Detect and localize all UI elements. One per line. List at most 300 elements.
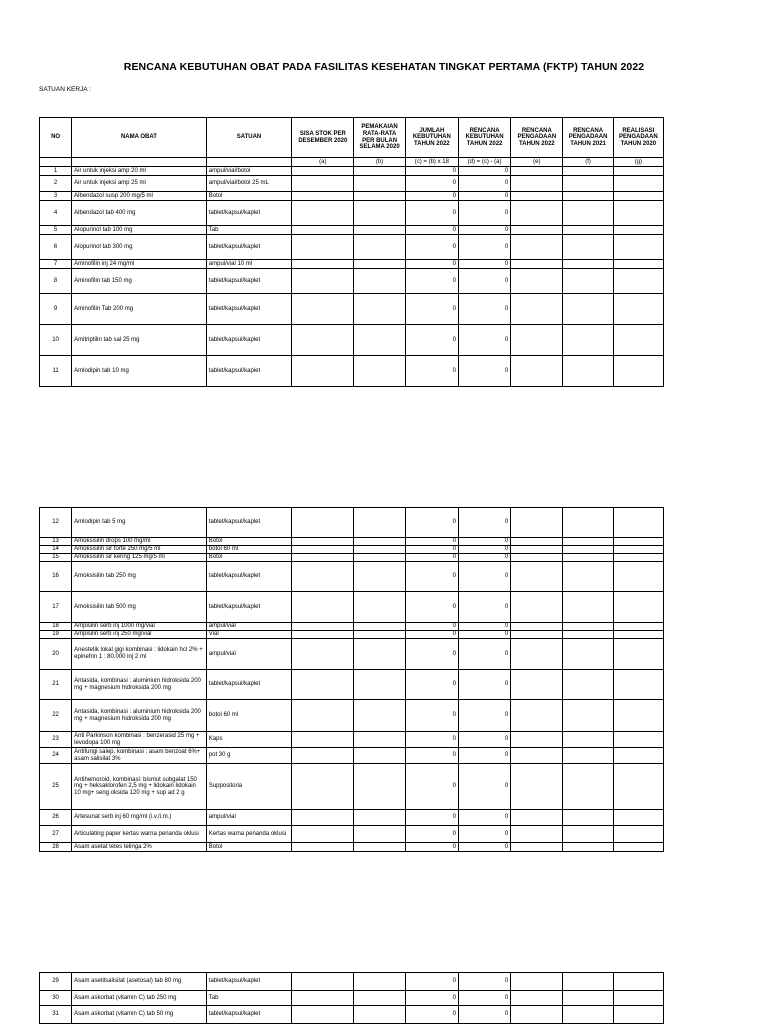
cell-satuan: botol 60 ml xyxy=(206,546,291,554)
cell-no: 20 xyxy=(40,639,72,670)
cell-realisasi-pengadaan xyxy=(613,826,663,843)
cell-nama-obat: Asam askorbat (vitamin C) tab 250 mg xyxy=(72,991,207,1006)
table-row xyxy=(40,201,664,226)
cell-no: 22 xyxy=(40,700,72,732)
cell-rencana-kebutuhan: 0 xyxy=(458,167,510,176)
cell-rencana-kebutuhan: 0 xyxy=(458,538,510,546)
cell-nama-obat: Antifungi salep, kombinasi : asam benzoat 6%+ asam salisilat 3% xyxy=(72,748,207,764)
cell-pemakaian xyxy=(354,700,405,732)
cell-rencana-kebutuhan: 0 xyxy=(458,176,510,192)
cell-realisasi-pengadaan xyxy=(613,176,663,192)
cell-rencana-pengadaan-2021 xyxy=(563,226,613,235)
table-row xyxy=(40,546,664,554)
cell-jumlah-kebutuhan: 0 xyxy=(405,973,458,991)
cell-satuan: ampul/vial xyxy=(206,639,291,670)
cell-rencana-kebutuhan: 0 xyxy=(458,1006,510,1024)
page-title: RENCANA KEBUTUHAN OBAT PADA FASILITAS KESEHATAN TINGKAT PERTAMA (FKTP) TAHUN 2022 xyxy=(123,61,645,73)
cell-realisasi-pengadaan xyxy=(613,508,663,538)
cell-pemakaian xyxy=(354,810,405,826)
cell-nama-obat: Alopurinol tab 300 mg xyxy=(72,235,207,260)
cell-rencana-pengadaan-2022 xyxy=(511,538,563,546)
cell-no: 15 xyxy=(40,554,72,562)
cell-rencana-pengadaan-2022 xyxy=(511,670,563,700)
cell-satuan: Vial xyxy=(206,631,291,639)
cell-no: 26 xyxy=(40,810,72,826)
table-row xyxy=(40,325,664,356)
cell-satuan: tablet/kapsul/kaplet xyxy=(206,201,291,226)
cell-sisa-stok xyxy=(292,226,354,235)
cell-rencana-kebutuhan: 0 xyxy=(458,623,510,631)
cell-rencana-pengadaan-2022 xyxy=(511,546,563,554)
cell-nama-obat: Amlodipin tab 5 mg xyxy=(72,508,207,538)
cell-rencana-pengadaan-2021 xyxy=(563,592,613,623)
cell-nama-obat: Asam askorbat (vitamin C) tab 50 mg xyxy=(72,1006,207,1024)
cell-nama-obat: Amitriptilin tab sal 25 mg xyxy=(72,325,207,356)
header-nama-obat: NAMA OBAT xyxy=(72,118,207,158)
cell-nama-obat: Articulating paper kertas warna penanda oklusi xyxy=(72,826,207,843)
cell-rencana-kebutuhan: 0 xyxy=(458,508,510,538)
cell-jumlah-kebutuhan: 0 xyxy=(405,810,458,826)
cell-rencana-pengadaan-2021 xyxy=(563,325,613,356)
cell-rencana-pengadaan-2022 xyxy=(511,562,563,592)
cell-jumlah-kebutuhan: 0 xyxy=(405,176,458,192)
cell-no: 3 xyxy=(40,192,72,201)
cell-rencana-kebutuhan: 0 xyxy=(458,192,510,201)
cell-pemakaian xyxy=(354,764,405,810)
cell-no: 21 xyxy=(40,670,72,700)
table-row xyxy=(40,732,664,748)
cell-nama-obat: Asam asetilsalisilat (asetosal) tab 80 mg xyxy=(72,973,207,991)
cell-sisa-stok xyxy=(292,631,354,639)
cell-rencana-pengadaan-2022 xyxy=(511,554,563,562)
cell-rencana-pengadaan-2021 xyxy=(563,235,613,260)
cell-jumlah-kebutuhan: 0 xyxy=(405,592,458,623)
code-b: (b) xyxy=(354,158,405,167)
cell-rencana-pengadaan-2021 xyxy=(563,623,613,631)
table-row xyxy=(40,554,664,562)
cell-no: 23 xyxy=(40,732,72,748)
cell-nama-obat: Amoksisilin sir kering 125 mg/5 ml xyxy=(72,554,207,562)
cell-nama-obat: Aminofilin tab 150 mg xyxy=(72,269,207,294)
cell-no: 29 xyxy=(40,973,72,991)
cell-jumlah-kebutuhan: 0 xyxy=(405,732,458,748)
cell-rencana-pengadaan-2022 xyxy=(511,176,563,192)
cell-nama-obat: Amoksisilin drops 100 mg/ml xyxy=(72,538,207,546)
cell-no: 4 xyxy=(40,201,72,226)
cell-rencana-kebutuhan: 0 xyxy=(458,991,510,1006)
table-row xyxy=(40,826,664,843)
cell-rencana-pengadaan-2022 xyxy=(511,325,563,356)
cell-jumlah-kebutuhan: 0 xyxy=(405,748,458,764)
cell-nama-obat: Asam asetat tetes telinga 2% xyxy=(72,843,207,852)
cell-satuan: ampul/vial/botol 25 mL xyxy=(206,176,291,192)
cell-no: 24 xyxy=(40,748,72,764)
cell-nama-obat: Aminofilin inj 24 mg/ml xyxy=(72,260,207,269)
cell-nama-obat: Air untuk injeksi amp 20 ml xyxy=(72,167,207,176)
cell-nama-obat: Amoksisilin tab 250 mg xyxy=(72,562,207,592)
cell-rencana-pengadaan-2022 xyxy=(511,973,563,991)
cell-pemakaian xyxy=(354,1006,405,1024)
cell-rencana-kebutuhan: 0 xyxy=(458,973,510,991)
cell-pemakaian xyxy=(354,235,405,260)
cell-satuan: tablet/kapsul/kaplet xyxy=(206,325,291,356)
cell-rencana-pengadaan-2022 xyxy=(511,356,563,387)
cell-satuan: ampul/vial 10 ml xyxy=(206,260,291,269)
cell-sisa-stok xyxy=(292,192,354,201)
cell-satuan: tablet/kapsul/kaplet xyxy=(206,1006,291,1024)
cell-sisa-stok xyxy=(292,670,354,700)
cell-nama-obat: Alopurinol tab 100 mg xyxy=(72,226,207,235)
cell-sisa-stok xyxy=(292,639,354,670)
cell-no: 14 xyxy=(40,546,72,554)
cell-satuan: ampul/vial/botol xyxy=(206,167,291,176)
cell-realisasi-pengadaan xyxy=(613,201,663,226)
cell-rencana-pengadaan-2022 xyxy=(511,226,563,235)
cell-rencana-kebutuhan: 0 xyxy=(458,562,510,592)
cell-pemakaian xyxy=(354,670,405,700)
cell-nama-obat: Ampisilin serb inj 1000 mg/vial xyxy=(72,623,207,631)
cell-realisasi-pengadaan xyxy=(613,562,663,592)
cell-realisasi-pengadaan xyxy=(613,226,663,235)
cell-rencana-kebutuhan: 0 xyxy=(458,325,510,356)
cell-sisa-stok xyxy=(292,748,354,764)
cell-pemakaian xyxy=(354,260,405,269)
cell-rencana-pengadaan-2022 xyxy=(511,201,563,226)
cell-jumlah-kebutuhan: 0 xyxy=(405,167,458,176)
cell-realisasi-pengadaan xyxy=(613,670,663,700)
cell-rencana-kebutuhan: 0 xyxy=(458,810,510,826)
table-row xyxy=(40,356,664,387)
cell-no: 9 xyxy=(40,294,72,325)
cell-jumlah-kebutuhan: 0 xyxy=(405,538,458,546)
table-row xyxy=(40,843,664,852)
cell-rencana-kebutuhan: 0 xyxy=(458,843,510,852)
cell-no: 7 xyxy=(40,260,72,269)
header-realisasi-pengadaan: REALISASI PENGADAAN TAHUN 2020 xyxy=(613,118,663,158)
cell-jumlah-kebutuhan: 0 xyxy=(405,623,458,631)
cell-jumlah-kebutuhan: 0 xyxy=(405,546,458,554)
cell-nama-obat: Antihemoroid, kombinasi: bismut subgalat 150 mg + heksaklorofen 2,5 mg + lidokain lidokain 10 mg+ seng oksida 120 mg + sup ad 2 g xyxy=(72,764,207,810)
column-code-row xyxy=(40,158,664,167)
cell-rencana-kebutuhan: 0 xyxy=(458,670,510,700)
cell-no: 30 xyxy=(40,991,72,1006)
cell-realisasi-pengadaan xyxy=(613,538,663,546)
cell-rencana-pengadaan-2021 xyxy=(563,700,613,732)
cell-jumlah-kebutuhan: 0 xyxy=(405,631,458,639)
cell-no: 1 xyxy=(40,167,72,176)
cell-rencana-pengadaan-2021 xyxy=(563,826,613,843)
cell-no: 25 xyxy=(40,764,72,810)
cell-rencana-kebutuhan: 0 xyxy=(458,201,510,226)
cell-rencana-pengadaan-2022 xyxy=(511,1006,563,1024)
cell-sisa-stok xyxy=(292,356,354,387)
cell-rencana-pengadaan-2021 xyxy=(563,991,613,1006)
cell-no: 19 xyxy=(40,631,72,639)
cell-rencana-pengadaan-2022 xyxy=(511,764,563,810)
cell-rencana-pengadaan-2021 xyxy=(563,973,613,991)
cell-rencana-kebutuhan: 0 xyxy=(458,546,510,554)
code-c: (c) = (b) x 18 xyxy=(405,158,458,167)
cell-realisasi-pengadaan xyxy=(613,356,663,387)
header-no: NO xyxy=(40,118,72,158)
cell-no: 2 xyxy=(40,176,72,192)
cell-rencana-pengadaan-2022 xyxy=(511,508,563,538)
cell-rencana-pengadaan-2022 xyxy=(511,631,563,639)
cell-rencana-pengadaan-2022 xyxy=(511,167,563,176)
cell-sisa-stok xyxy=(292,991,354,1006)
code-name xyxy=(72,158,207,167)
cell-jumlah-kebutuhan: 0 xyxy=(405,260,458,269)
cell-jumlah-kebutuhan: 0 xyxy=(405,508,458,538)
cell-pemakaian xyxy=(354,973,405,991)
cell-rencana-kebutuhan: 0 xyxy=(458,554,510,562)
cell-sisa-stok xyxy=(292,973,354,991)
cell-satuan: tablet/kapsul/kaplet xyxy=(206,562,291,592)
cell-rencana-pengadaan-2022 xyxy=(511,294,563,325)
cell-satuan: Botol xyxy=(206,554,291,562)
cell-no: 8 xyxy=(40,269,72,294)
cell-realisasi-pengadaan xyxy=(613,192,663,201)
cell-rencana-kebutuhan: 0 xyxy=(458,356,510,387)
cell-satuan: Kaps xyxy=(206,732,291,748)
cell-nama-obat: Amoksisilin sir forte 250 mg/5 ml xyxy=(72,546,207,554)
cell-nama-obat: Artesunat serb inj 60 mg/ml (i.v./i.m.) xyxy=(72,810,207,826)
cell-no: 6 xyxy=(40,235,72,260)
cell-no: 18 xyxy=(40,623,72,631)
table-row xyxy=(40,538,664,546)
cell-rencana-pengadaan-2022 xyxy=(511,826,563,843)
table-row xyxy=(40,235,664,260)
cell-no: 10 xyxy=(40,325,72,356)
table-row xyxy=(40,562,664,592)
cell-sisa-stok xyxy=(292,538,354,546)
cell-jumlah-kebutuhan: 0 xyxy=(405,325,458,356)
cell-jumlah-kebutuhan: 0 xyxy=(405,843,458,852)
cell-pemakaian xyxy=(354,639,405,670)
cell-satuan: tablet/kapsul/kaplet xyxy=(206,235,291,260)
cell-sisa-stok xyxy=(292,546,354,554)
cell-pemakaian xyxy=(354,991,405,1006)
cell-rencana-kebutuhan: 0 xyxy=(458,826,510,843)
cell-satuan: tablet/kapsul/kaplet xyxy=(206,592,291,623)
table-row xyxy=(40,176,664,192)
cell-sisa-stok xyxy=(292,562,354,592)
cell-sisa-stok xyxy=(292,843,354,852)
table-row xyxy=(40,192,664,201)
table-row xyxy=(40,167,664,176)
satuan-kerja-label: SATUAN KERJA : xyxy=(39,86,91,93)
cell-pemakaian xyxy=(354,826,405,843)
cell-realisasi-pengadaan xyxy=(613,269,663,294)
cell-rencana-pengadaan-2021 xyxy=(563,843,613,852)
cell-rencana-kebutuhan: 0 xyxy=(458,764,510,810)
cell-pemakaian xyxy=(354,508,405,538)
code-no xyxy=(40,158,72,167)
cell-rencana-pengadaan-2021 xyxy=(563,192,613,201)
cell-realisasi-pengadaan xyxy=(613,546,663,554)
cell-sisa-stok xyxy=(292,508,354,538)
medicine-table-part-3 xyxy=(39,972,664,1024)
cell-jumlah-kebutuhan: 0 xyxy=(405,639,458,670)
cell-sisa-stok xyxy=(292,269,354,294)
cell-realisasi-pengadaan xyxy=(613,167,663,176)
cell-sisa-stok xyxy=(292,176,354,192)
cell-sisa-stok xyxy=(292,167,354,176)
table-row xyxy=(40,973,664,991)
cell-realisasi-pengadaan xyxy=(613,810,663,826)
cell-jumlah-kebutuhan: 0 xyxy=(405,554,458,562)
cell-rencana-pengadaan-2021 xyxy=(563,260,613,269)
header-satuan: SATUAN xyxy=(206,118,291,158)
cell-sisa-stok xyxy=(292,1006,354,1024)
cell-realisasi-pengadaan xyxy=(613,764,663,810)
cell-realisasi-pengadaan xyxy=(613,1006,663,1024)
table-row xyxy=(40,508,664,538)
code-unit xyxy=(206,158,291,167)
cell-realisasi-pengadaan xyxy=(613,843,663,852)
cell-satuan: tablet/kapsul/kaplet xyxy=(206,356,291,387)
cell-rencana-pengadaan-2021 xyxy=(563,732,613,748)
cell-realisasi-pengadaan xyxy=(613,554,663,562)
cell-sisa-stok xyxy=(292,235,354,260)
code-a: (a) xyxy=(292,158,354,167)
cell-satuan: Botol xyxy=(206,538,291,546)
cell-rencana-pengadaan-2022 xyxy=(511,639,563,670)
code-g: (g) xyxy=(613,158,663,167)
cell-rencana-pengadaan-2022 xyxy=(511,700,563,732)
cell-sisa-stok xyxy=(292,592,354,623)
table-row xyxy=(40,991,664,1006)
cell-jumlah-kebutuhan: 0 xyxy=(405,269,458,294)
cell-rencana-pengadaan-2021 xyxy=(563,554,613,562)
table-row xyxy=(40,269,664,294)
cell-rencana-kebutuhan: 0 xyxy=(458,748,510,764)
cell-rencana-pengadaan-2021 xyxy=(563,167,613,176)
cell-no: 11 xyxy=(40,356,72,387)
cell-rencana-pengadaan-2022 xyxy=(511,235,563,260)
cell-sisa-stok xyxy=(292,700,354,732)
cell-sisa-stok xyxy=(292,294,354,325)
cell-rencana-pengadaan-2021 xyxy=(563,810,613,826)
header-jumlah-kebutuhan: JUMLAH KEBUTUHAN TAHUN 2022 xyxy=(405,118,458,158)
table-row xyxy=(40,631,664,639)
cell-realisasi-pengadaan xyxy=(613,325,663,356)
cell-pemakaian xyxy=(354,192,405,201)
cell-satuan: Botol xyxy=(206,843,291,852)
cell-realisasi-pengadaan xyxy=(613,631,663,639)
cell-rencana-pengadaan-2021 xyxy=(563,269,613,294)
cell-sisa-stok xyxy=(292,201,354,226)
cell-satuan: Tab xyxy=(206,991,291,1006)
cell-realisasi-pengadaan xyxy=(613,592,663,623)
cell-jumlah-kebutuhan: 0 xyxy=(405,991,458,1006)
cell-jumlah-kebutuhan: 0 xyxy=(405,192,458,201)
cell-no: 12 xyxy=(40,508,72,538)
cell-no: 27 xyxy=(40,826,72,843)
table-row xyxy=(40,260,664,269)
cell-pemakaian xyxy=(354,294,405,325)
cell-rencana-kebutuhan: 0 xyxy=(458,592,510,623)
cell-sisa-stok xyxy=(292,826,354,843)
cell-jumlah-kebutuhan: 0 xyxy=(405,700,458,732)
medicine-table-part-2 xyxy=(39,507,664,852)
cell-realisasi-pengadaan xyxy=(613,235,663,260)
cell-realisasi-pengadaan xyxy=(613,748,663,764)
cell-pemakaian xyxy=(354,176,405,192)
cell-jumlah-kebutuhan: 0 xyxy=(405,226,458,235)
cell-sisa-stok xyxy=(292,732,354,748)
cell-satuan: tablet/kapsul/kaplet xyxy=(206,973,291,991)
cell-jumlah-kebutuhan: 0 xyxy=(405,201,458,226)
medicine-table-part-1 xyxy=(39,117,664,387)
cell-rencana-pengadaan-2021 xyxy=(563,356,613,387)
header-sisa-stok: SISA STOK PER DESEMBER 2020 xyxy=(292,118,354,158)
cell-pemakaian xyxy=(354,623,405,631)
table-row xyxy=(40,226,664,235)
cell-pemakaian xyxy=(354,554,405,562)
cell-rencana-kebutuhan: 0 xyxy=(458,269,510,294)
table-row xyxy=(40,294,664,325)
cell-pemakaian xyxy=(354,843,405,852)
cell-rencana-pengadaan-2021 xyxy=(563,201,613,226)
cell-sisa-stok xyxy=(292,554,354,562)
cell-pemakaian xyxy=(354,631,405,639)
cell-satuan: tablet/kapsul/kaplet xyxy=(206,294,291,325)
cell-nama-obat: Aminofilin Tab 200 mg xyxy=(72,294,207,325)
cell-jumlah-kebutuhan: 0 xyxy=(405,235,458,260)
cell-satuan: ampul/vial xyxy=(206,810,291,826)
cell-pemakaian xyxy=(354,325,405,356)
code-f: (f) xyxy=(563,158,613,167)
cell-satuan: Suppositoria xyxy=(206,764,291,810)
cell-nama-obat: Amoksisilin tab 500 mg xyxy=(72,592,207,623)
cell-sisa-stok xyxy=(292,810,354,826)
cell-no: 13 xyxy=(40,538,72,546)
cell-satuan: tablet/kapsul/kaplet xyxy=(206,269,291,294)
cell-rencana-pengadaan-2021 xyxy=(563,631,613,639)
cell-rencana-kebutuhan: 0 xyxy=(458,700,510,732)
cell-rencana-kebutuhan: 0 xyxy=(458,732,510,748)
cell-realisasi-pengadaan xyxy=(613,991,663,1006)
cell-realisasi-pengadaan xyxy=(613,623,663,631)
cell-nama-obat: Amlodipin tab 10 mg xyxy=(72,356,207,387)
table-row xyxy=(40,764,664,810)
cell-rencana-pengadaan-2022 xyxy=(511,623,563,631)
cell-nama-obat: Anti Parkinson kombinasi : benzerasid 25 mg + levodopa 100 mg xyxy=(72,732,207,748)
header-rencana-kebutuhan: RENCANA KEBUTUHAN TAHUN 2022 xyxy=(458,118,510,158)
cell-pemakaian xyxy=(354,592,405,623)
cell-rencana-pengadaan-2021 xyxy=(563,538,613,546)
cell-rencana-kebutuhan: 0 xyxy=(458,631,510,639)
cell-rencana-pengadaan-2022 xyxy=(511,269,563,294)
cell-sisa-stok xyxy=(292,764,354,810)
cell-rencana-pengadaan-2022 xyxy=(511,192,563,201)
cell-nama-obat: Antasida, kombinasi : aluminium hidroksida 200 mg + magnesium hidroksida 200 mg xyxy=(72,700,207,732)
cell-satuan: ampul/vial xyxy=(206,623,291,631)
table-row xyxy=(40,1006,664,1024)
cell-rencana-pengadaan-2022 xyxy=(511,991,563,1006)
code-e: (e) xyxy=(511,158,563,167)
table-header-row xyxy=(40,118,664,158)
cell-pemakaian xyxy=(354,226,405,235)
cell-realisasi-pengadaan xyxy=(613,639,663,670)
cell-satuan: pot 30 g xyxy=(206,748,291,764)
cell-jumlah-kebutuhan: 0 xyxy=(405,562,458,592)
cell-rencana-kebutuhan: 0 xyxy=(458,294,510,325)
cell-jumlah-kebutuhan: 0 xyxy=(405,670,458,700)
cell-rencana-pengadaan-2021 xyxy=(563,546,613,554)
cell-sisa-stok xyxy=(292,325,354,356)
